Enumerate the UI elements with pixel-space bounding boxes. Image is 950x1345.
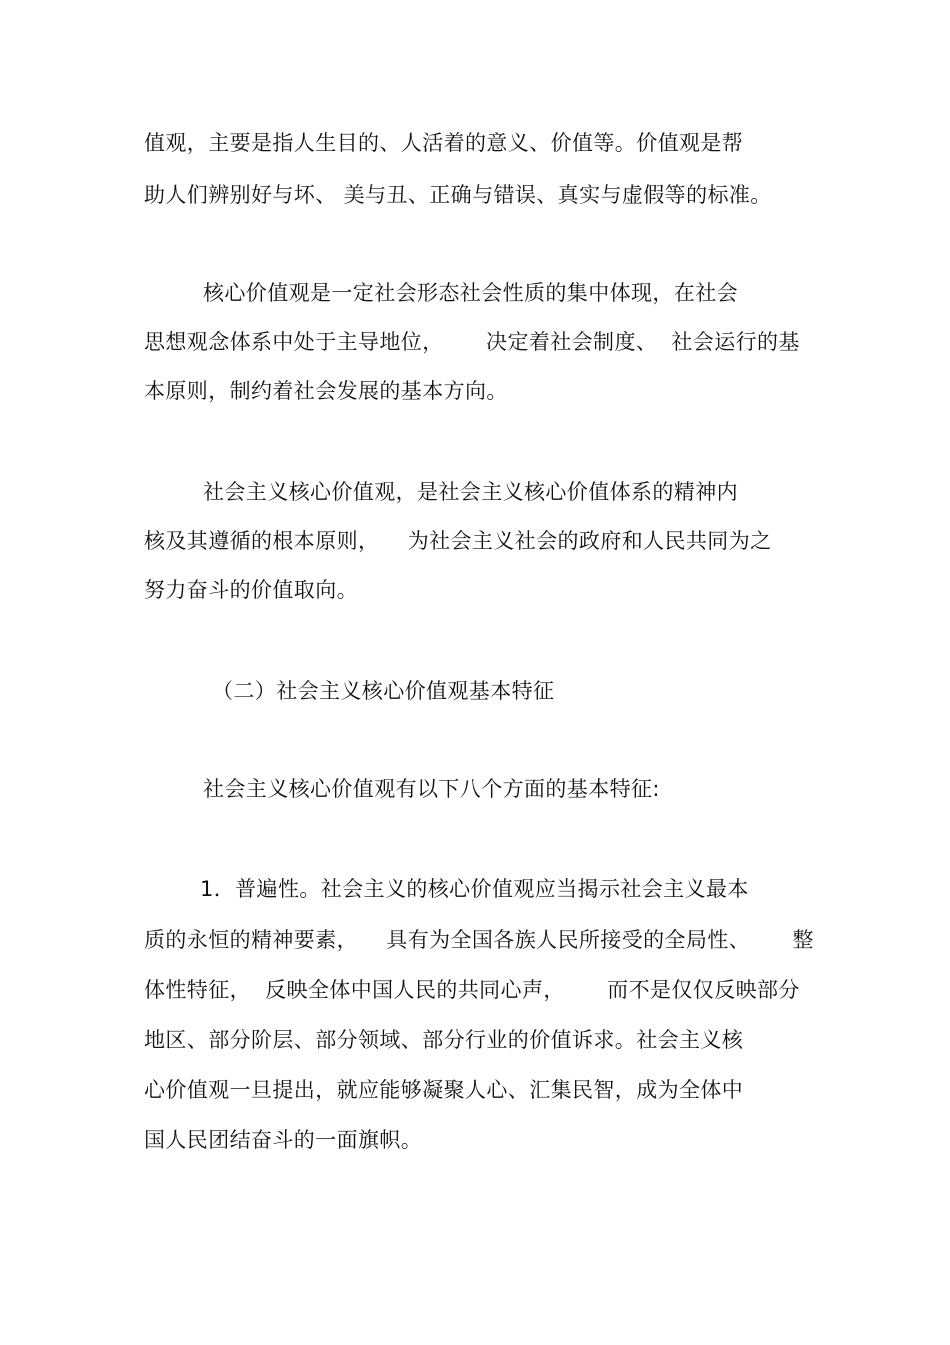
list-item-1-line-6: 国人民团结奋斗的一面旗帜。 <box>144 1128 423 1152</box>
list-item-1-line-1: 1．普遍性。社会主义的核心价值观应当揭示社会主义最本 <box>200 877 749 901</box>
paragraph-2-line-2: 思想观念体系中处于主导地位， 决定着社会制度、 社会运行的基 <box>144 330 800 354</box>
paragraph-1-line-2: 助人们辨别好与坏、 美与丑、正确与错误、真实与虚假等的标准。 <box>144 183 772 207</box>
paragraph-3-line-1: 社会主义核心价值观，是社会主义核心价值体系的精神内 <box>203 480 738 504</box>
paragraph-1-line-1: 值观，主要是指人生目的、人活着的意义、价值等。价值观是帮 <box>144 131 744 155</box>
list-item-1-line-4: 地区、部分阶层、部分领域、部分行业的价值诉求。社会主义核 <box>144 1028 744 1052</box>
list-item-1-line-2: 质的永恒的精神要素， 具有为全国各族人民所接受的全局性、 整 <box>144 928 814 952</box>
paragraph-2-line-1: 核心价值观是一定社会形态社会性质的集中体现，在社会 <box>203 281 738 305</box>
section-heading: （二）社会主义核心价值观基本特征 <box>212 679 555 703</box>
paragraph-3-line-2: 核及其遵循的根本原则， 为社会主义社会的政府和人民共同为之 <box>144 529 772 553</box>
paragraph-2-line-3: 本原则，制约着社会发展的基本方向。 <box>144 379 508 403</box>
list-item-1-line-3: 体性特征， 反映全体中国人民的共同心声， 而不是仅仅反映部分 <box>144 978 800 1002</box>
paragraph-3-line-3: 努力奋斗的价值取向。 <box>144 578 358 602</box>
paragraph-5-line-1: 社会主义核心价值观有以下八个方面的基本特征: <box>203 777 660 801</box>
list-item-1-line-5: 心价值观一旦提出，就应能够凝聚人心、汇集民智，成为全体中 <box>144 1078 744 1102</box>
